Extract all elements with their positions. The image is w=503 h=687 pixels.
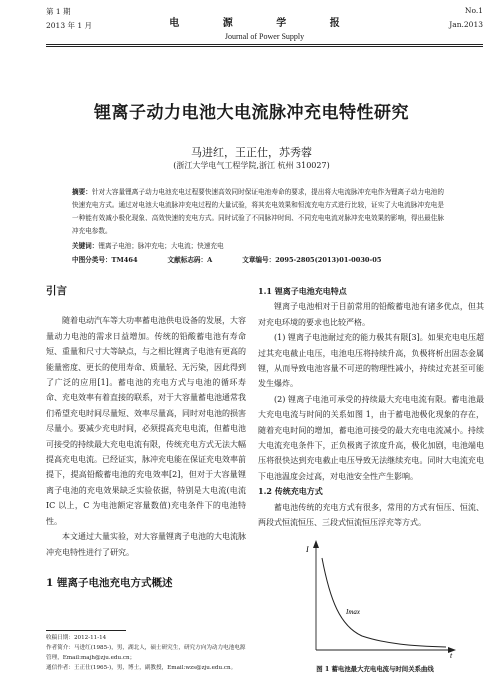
abstract xyxy=(72,186,444,238)
issue-number: 第 1 期 xyxy=(46,7,71,16)
section-1-1-paragraph-1: 锂离子电池相对于目前常用的铅酸蓄电池有诸多优点，但其对充电环境的要求也比较严格。 xyxy=(258,302,484,327)
intro-paragraph-2: 本文通过大量实验，对大容量锂离子电池的大电流脉冲充电特性进行了研究。 xyxy=(46,532,246,557)
header-rule-thin xyxy=(46,46,483,47)
journal-name-cn: 电 源 学 报 xyxy=(169,18,360,29)
curve-label: Imax xyxy=(346,608,360,616)
author-affiliation: (浙江大学电气工程学院,浙江 杭州 310027) xyxy=(173,161,330,170)
current-time-curve-plot xyxy=(300,538,460,658)
footnote-rule xyxy=(46,630,126,631)
y-axis-label: I xyxy=(306,545,309,554)
abstract-label: 摘要： xyxy=(72,188,92,196)
intro-heading: 引言 xyxy=(46,285,67,297)
issue-date-cn: 2013 年 1 月 xyxy=(46,21,93,30)
intro-paragraph-1: 随着电动汽车等大功率蓄电池供电设备的发展，大容量动力电池的需求日益增加。传统的铅酸蓄电池有寿命短、重量和尺寸大等缺点，与之相比锂离子电池有更高的能量密度、更长的使用寿命、质量轻、无污染，因此得到了广泛的应用[1]。蓄电池的充电方式与电池的循环寿命、充电效率有着直接的联系，对于大容量蓄电池通常我们希望充电时间尽量短、效率尽量高，同时对电池的损害尽量小。要减少充电时间，必须提高充电电流，但蓄电池可接受的持续最大充电电流有限，传统充电方式无法大幅提高充电电流。已经证实，脉冲充电能在保证充电效率前提下，提高铅酸蓄电池的充电效率[2]，但对于大容量锂离子电池的充电效果缺乏实验依据，特别是大电流(电流 IC 以上，C 为电池额定容量数值)充电条件下的电池特性。 xyxy=(46,316,246,526)
footnote xyxy=(46,633,251,673)
keywords-text: 锂离子电池；脉冲充电；大电流；快速充电 xyxy=(98,242,224,250)
section-1-2-paragraph-1: 蓄电池传统的充电方式有很多，常用的方式有恒压、恒流、两段式恒流恒压、三段式恒流恒压浮充等方式。 xyxy=(258,502,484,528)
section-1-2-heading: 1.2 传统充电方式 xyxy=(258,486,323,497)
y-axis-arrow xyxy=(313,540,319,548)
keywords-label: 关键词： xyxy=(72,242,99,250)
journal-name-en: Journal of Power Supply xyxy=(224,32,305,41)
clc-number: 中图分类号：TM464 xyxy=(72,256,138,264)
section-1-1-heading: 1.1 锂离子电池充电特点 xyxy=(258,286,347,296)
article-number: 文章编号：2095-2805(2013)01-0030-05 xyxy=(242,256,382,264)
author-bio: 作者简介：马进红(1985-)，男，湖北人，硕士研究生，研究方向为动力电池电源管理，Email:majh@zju.edu.cn； xyxy=(46,645,246,661)
paper-authors: 马进红，王正仕，苏秀蓉 xyxy=(191,146,312,159)
section-1-1-paragraph-3: (2) 锂离子电池可承受的持续最大充电电流有限。蓄电池最大充电电流与时间的关系如图 1，由于蓄电池极化现象的存在，随着充电时间的增加，蓄电池可接受的最大充电电流减小。持续大电流充电条件下，正负极离子浓度升高，极化加剧，电池端电压将很快达到充电截止电压导致无法继续充电。同时大电流充电下电池温度会过高，对电池安全性产生影响。 xyxy=(258,394,484,481)
right-column xyxy=(258,284,484,531)
section-1-heading: 1 锂离子电池充电方式概述 xyxy=(46,576,173,589)
article-meta xyxy=(72,254,444,264)
figure-1 xyxy=(300,538,460,658)
issue-no-en: No.1 xyxy=(464,6,483,15)
keywords xyxy=(72,240,444,250)
issue-date-en: Jan.2013 xyxy=(449,20,483,29)
header-rule xyxy=(46,44,483,45)
x-axis-label: t xyxy=(450,651,453,658)
corresponding-author: 通信作者：王正仕(1965-)，男，博士，副教授，Email:wzs@zju.edu.cn。 xyxy=(46,665,237,671)
left-column xyxy=(46,284,246,591)
section-1-1-paragraph-2: (1) 锂离子电池耐过充的能力极其有限[3]。如果充电电压超过其充电截止电压，电池电压将持续升高，负极将析出固态金属锂，从而导致电池容量不可逆的物理性减小，持续过充甚至可能发生爆炸。 xyxy=(258,333,484,389)
document-code: 文献标志码：A xyxy=(167,256,213,264)
received-date: 收稿日期：2012-11-14 xyxy=(46,635,107,641)
max-current-curve xyxy=(322,558,446,647)
figure-1-caption: 图 1 蓄电池最大充电电流与时间关系曲线 xyxy=(316,665,434,673)
abstract-text: 针对大容量锂离子动力电池充电过程要快速高效同时保证电池寿命的要求，提出将大电流脉冲充电作为锂离子动力电池的快速充电方式。通过对电池大电流脉冲充电过程的大量试验，将其充电效果和恒流充电方式进行比较，证实了大电流脉冲充电是一种能有效减小极化现象、高效快速的充电方式。同时试验了不同脉冲时间、不同充电电流对脉冲充电效果的影响，得出最佳脉冲充电参数。 xyxy=(72,188,445,235)
paper-title: 锂离子动力电池大电流脉冲充电特性研究 xyxy=(94,103,409,123)
